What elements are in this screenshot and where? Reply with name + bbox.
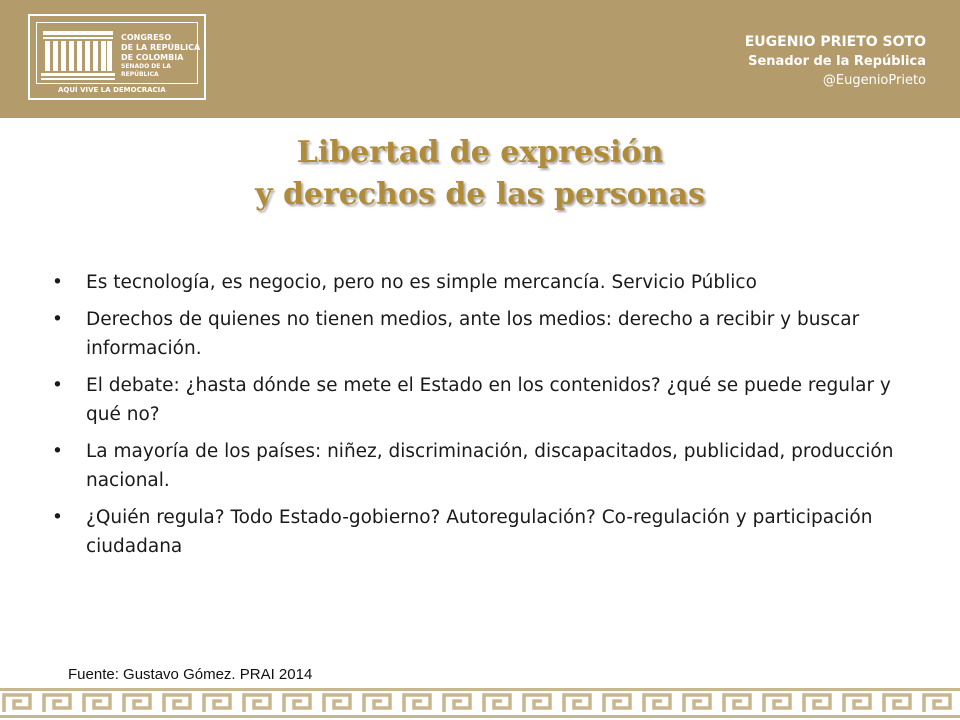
logo-frame: [36, 22, 201, 84]
bullet-dot-icon: •: [52, 309, 63, 330]
greek-key-border: [0, 686, 960, 720]
bullet-item: [50, 268, 910, 297]
bullet-text: Es tecnología, es negocio, pero no es simple mercancía. Servicio Público: [86, 272, 757, 293]
logo-text: [121, 33, 201, 79]
senator-role: Senador de la República: [748, 54, 926, 69]
slide-title: [0, 132, 960, 216]
logo-line-4: SENADO DE LA REPÚBLICA: [121, 63, 171, 78]
bullet-text: El debate: ¿hasta dónde se mete el Estado en los contenidos? ¿qué se puede regular y qué no?: [86, 375, 891, 425]
logo-line-2: DE LA REPÚBLICA: [121, 43, 201, 52]
bullet-item: [50, 371, 910, 429]
source-note: Fuente: Gustavo Gómez. PRAI 2014: [68, 666, 313, 683]
bullet-dot-icon: •: [52, 441, 63, 462]
header-banner: [0, 0, 960, 118]
senator-handle: @EugenioPrieto: [822, 73, 926, 88]
logo-line-3: DE COLOMBIA: [121, 53, 184, 62]
title-line-2: y derechos de las personas: [255, 177, 705, 212]
title-line-1: Libertad de expresión: [296, 135, 664, 170]
capitol-building-icon: [41, 27, 115, 81]
bullet-text: Derechos de quienes no tienen medios, ante los medios: derecho a recibir y buscar información.: [86, 309, 860, 359]
logo-motto: AQUÍ VIVE LA DEMOCRACIA: [58, 86, 166, 94]
bullet-item: [50, 437, 910, 495]
bullet-list: [50, 268, 910, 569]
congress-logo: [28, 14, 206, 100]
senator-name: EUGENIO PRIETO SOTO: [744, 34, 926, 50]
bullet-text: ¿Quién regula? Todo Estado-gobierno? Autoregulación? Co-regulación y participación ciudadana: [86, 507, 873, 557]
senator-info: [745, 33, 926, 90]
bullet-text: La mayoría de los países: niñez, discriminación, discapacitados, publicidad, producción nacional.: [86, 441, 894, 491]
bullet-item: [50, 503, 910, 561]
bullet-dot-icon: •: [52, 507, 63, 528]
bullet-dot-icon: •: [52, 375, 63, 396]
bullet-dot-icon: •: [52, 272, 63, 293]
logo-line-1: CONGRESO: [121, 33, 172, 42]
bullet-item: [50, 305, 910, 363]
